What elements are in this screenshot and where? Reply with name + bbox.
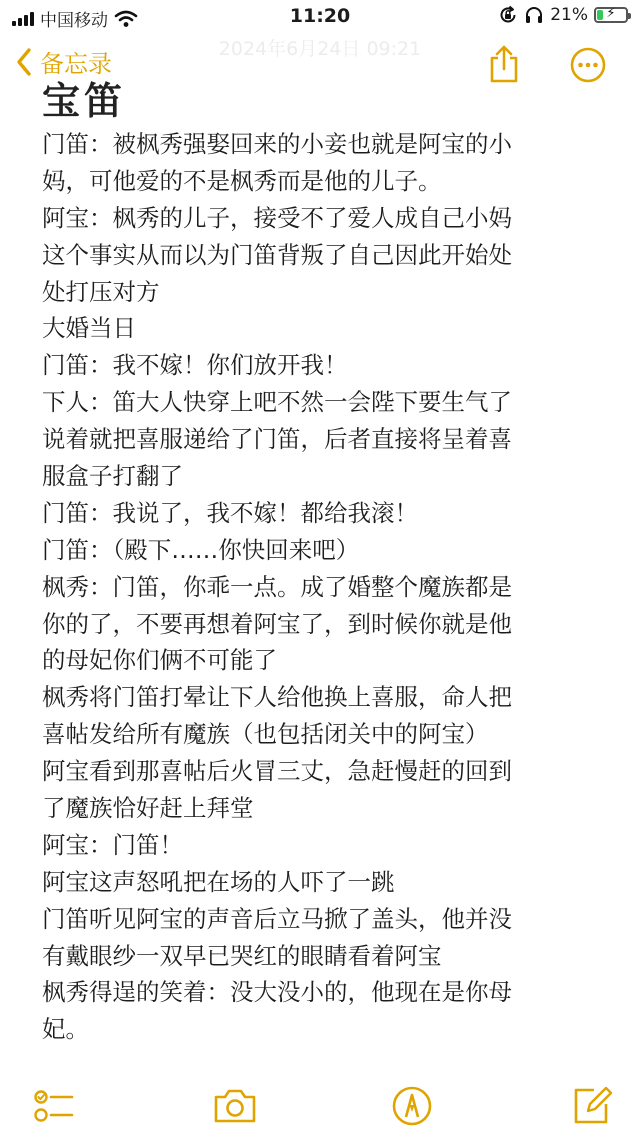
bottom-toolbar [0,1076,640,1138]
note-line: 有戴眼纱一双早已哭红的眼睛看着阿宝 [42,941,442,970]
note-line: 说着就把喜服递给了门笛，后者直接将呈着喜 [42,425,512,454]
rotation-lock-icon [498,5,518,25]
note-line: 大婚当日 [42,314,136,343]
note-date-faded: 2024年6月24日 09:21 [218,38,422,60]
checklist-icon[interactable] [32,1084,76,1128]
note-line: 门笛：（殿下……你快回来吧） [42,535,360,564]
carrier-label: 中国移动 [40,11,108,31]
more-icon[interactable] [569,46,607,84]
battery-icon [594,7,628,23]
note-line: 下人：笛大人快穿上吧不然一会陛下要生气了 [42,388,512,417]
note-line: 这个事实从而以为门笛背叛了自己因此开始处 [42,240,512,269]
share-icon[interactable] [486,44,522,84]
status-right [498,5,628,25]
compose-icon[interactable] [570,1084,614,1128]
camera-icon[interactable] [212,1084,258,1128]
back-label: 备忘录 [40,50,112,78]
note-line: 阿宝这声怒吼把在场的人吓了一跳 [42,867,395,896]
note-title: 宝笛 [42,79,127,123]
note-line: 枫秀得逞的笑着：没大没小的，他现在是你母 [42,978,512,1007]
note-line: 门笛：我不嫁！你们放开我！ [42,351,348,380]
status-bar [0,0,640,34]
battery-percent: 21% [550,5,588,25]
note-line: 服盒子打翻了 [42,462,183,491]
chevron-left-icon [16,47,32,77]
note-line: 门笛：我说了，我不嫁！都给我滚！ [42,498,418,527]
note-line: 门笛：被枫秀强娶回来的小妾也就是阿宝的小 [42,130,512,158]
note-line: 门笛听见阿宝的声音后立马掀了盖头，他并没 [42,904,512,933]
note-line: 阿宝：门笛！ [42,830,183,859]
note-line: 枫秀将门笛打晕让下人给他换上喜服，命人把 [42,683,512,712]
headphones-icon [524,5,544,25]
note-line: 妈，可他爱的不是枫秀而是他的儿子。 [42,166,442,195]
note-line: 阿宝：枫秀的儿子，接受不了爱人成自己小妈 [42,203,512,232]
note-line: 你的了，不要再想着阿宝了，到时候你就是他 [42,609,512,638]
note-title-fragment [42,79,127,123]
note-line: 了魔族恰好赶上拜堂 [42,794,254,823]
note-line: 的母妃你们俩不可能了 [42,646,277,675]
markup-pen-icon[interactable] [390,1084,434,1128]
note-line: 妃。 [42,1015,89,1044]
note-line: 阿宝看到那喜帖后火冒三丈，急赶慢赶的回到 [42,757,512,786]
charging-bolt-icon: ⚡ [606,6,616,21]
note-body[interactable] [42,126,612,1048]
note-line: 枫秀：门笛，你乖一点。成了婚整个魔族都是 [42,572,512,601]
note-line: 喜帖发给所有魔族（也包括闭关中的阿宝） [42,720,489,749]
note-line: 处打压对方 [42,277,160,306]
status-time: 11:20 [289,5,351,27]
